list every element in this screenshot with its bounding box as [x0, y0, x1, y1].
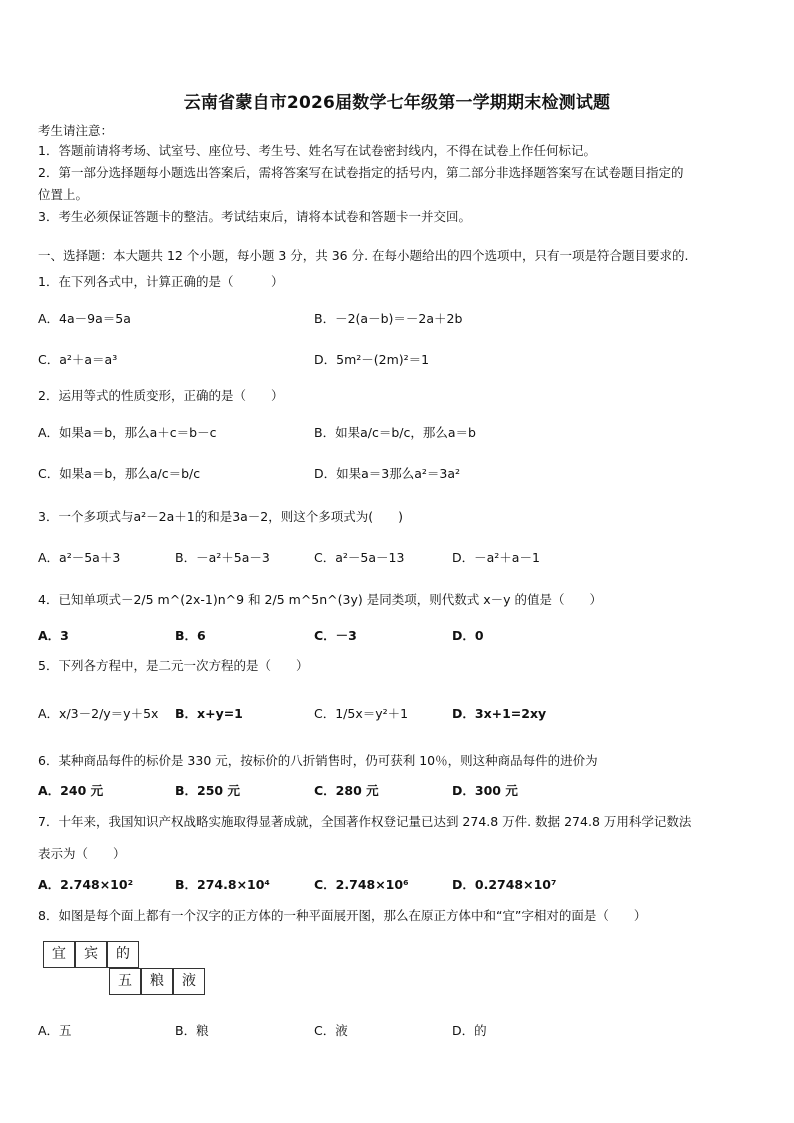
net-cell: 五: [109, 968, 141, 995]
question-6-stem: 6．某种商品每件的标价是 330 元，按标价的八折销售时，仍可获利 10％，则这种商品每件的进价为: [38, 753, 598, 768]
notice-item: 2．第一部分选择题每小题选出答案后，需将答案写在试卷指定的括号内，第二部分非选择题答案写在试卷题目指定的: [38, 165, 684, 180]
q4-option-b: B．6: [175, 628, 206, 643]
q1-option-b: B．－2(a－b)＝－2a＋2b: [314, 311, 463, 326]
q5-option-b: B．x+y=1: [175, 706, 243, 721]
q2-option-a: A．如果a＝b，那么a＋c＝b－c: [38, 425, 217, 440]
question-4-stem: 4．已知单项式－2/5 m^(2x-1)n^9 和 2/5 m^5n^(3y) 是同类项，则代数式 x－y 的值是（ ）: [38, 592, 602, 607]
q6-option-b: B．250 元: [175, 783, 240, 798]
notice-item: 3．考生必须保证答题卡的整洁。考试结束后，请将本试卷和答题卡一并交回。: [38, 209, 471, 224]
page-title: 云南省蒙自市2026届数学七年级第一学期期末检测试题: [183, 93, 611, 113]
question-8-stem: 8．如图是每个面上都有一个汉字的正方体的一种平面展开图，那么在原正方体中和“宜”字相对的面是（ ）: [38, 908, 647, 923]
net-cell: 的: [107, 941, 139, 968]
q1-option-a: A．4a－9a＝5a: [38, 311, 131, 326]
q8-option-b: B．粮: [175, 1023, 209, 1038]
q3-option-b: B．－a²＋5a－3: [175, 550, 270, 565]
q3-option-a: A．a²－5a＋3: [38, 550, 121, 565]
notice-heading: 考生请注意：: [38, 123, 114, 138]
q8-option-d: D．的: [452, 1023, 487, 1038]
q6-option-d: D．300 元: [452, 783, 518, 798]
question-7-stem-cont: 表示为（ ）: [38, 846, 126, 861]
q5-option-c: C．1/5x＝y²＋1: [314, 706, 409, 721]
q6-option-c: C．280 元: [314, 783, 379, 798]
question-5-stem: 5．下列各方程中，是二元一次方程的是（ ）: [38, 658, 309, 673]
net-cell: 宾: [75, 941, 107, 968]
net-cell: 粮: [141, 968, 173, 995]
q7-option-a: A．2.748×10²: [38, 877, 134, 892]
q2-option-c: C．如果a＝b，那么a/c＝b/c: [38, 466, 201, 481]
q7-option-b: B．274.8×10⁴: [175, 877, 270, 892]
q4-option-c: C．－3: [314, 628, 357, 643]
q3-option-d: D．－a²＋a－1: [452, 550, 540, 565]
q5-option-a: A．x/3－2/y＝y＋5x: [38, 706, 159, 721]
q6-option-a: A．240 元: [38, 783, 104, 798]
q2-option-d: D．如果a＝3那么a²＝3a²: [314, 466, 461, 481]
q3-option-c: C．a²－5a－13: [314, 550, 405, 565]
net-cell: 宜: [43, 941, 75, 968]
section-heading: 一、选择题：本大题共 12 个小题，每小题 3 分，共 36 分. 在每小题给出的四个选项中，只有一项是符合题目要求的.: [38, 248, 689, 263]
question-7-stem: 7．十年来，我国知识产权战略实施取得显著成就，全国著作权登记量已达到 274.8 万件. 数据 274.8 万用科学记数法: [38, 814, 692, 829]
question-2-stem: 2．运用等式的性质变形，正确的是（ ）: [38, 388, 284, 403]
q8-option-a: A．五: [38, 1023, 72, 1038]
q1-option-c: C．a²＋a＝a³: [38, 352, 118, 367]
q7-option-d: D．0.2748×10⁷: [452, 877, 557, 892]
notice-item: 位置上。: [38, 187, 89, 202]
question-1-stem: 1．在下列各式中，计算正确的是（ ）: [38, 274, 284, 289]
net-cell: 液: [173, 968, 205, 995]
question-3-stem: 3．一个多项式与a²－2a＋1的和是3a－2，则这个多项式为( ): [38, 509, 404, 524]
notice-item: 1．答题前请将考场、试室号、座位号、考生号、姓名写在试卷密封线内，不得在试卷上作任何标记。: [38, 143, 596, 158]
q5-option-d: D．3x+1=2xy: [452, 706, 547, 721]
q2-option-b: B．如果a/c＝b/c，那么a＝b: [314, 425, 476, 440]
q4-option-a: A．3: [38, 628, 69, 643]
q1-option-d: D．5m²－(2m)²＝1: [314, 352, 430, 367]
q4-option-d: D．0: [452, 628, 484, 643]
q8-option-c: C．液: [314, 1023, 348, 1038]
q7-option-c: C．2.748×10⁶: [314, 877, 409, 892]
